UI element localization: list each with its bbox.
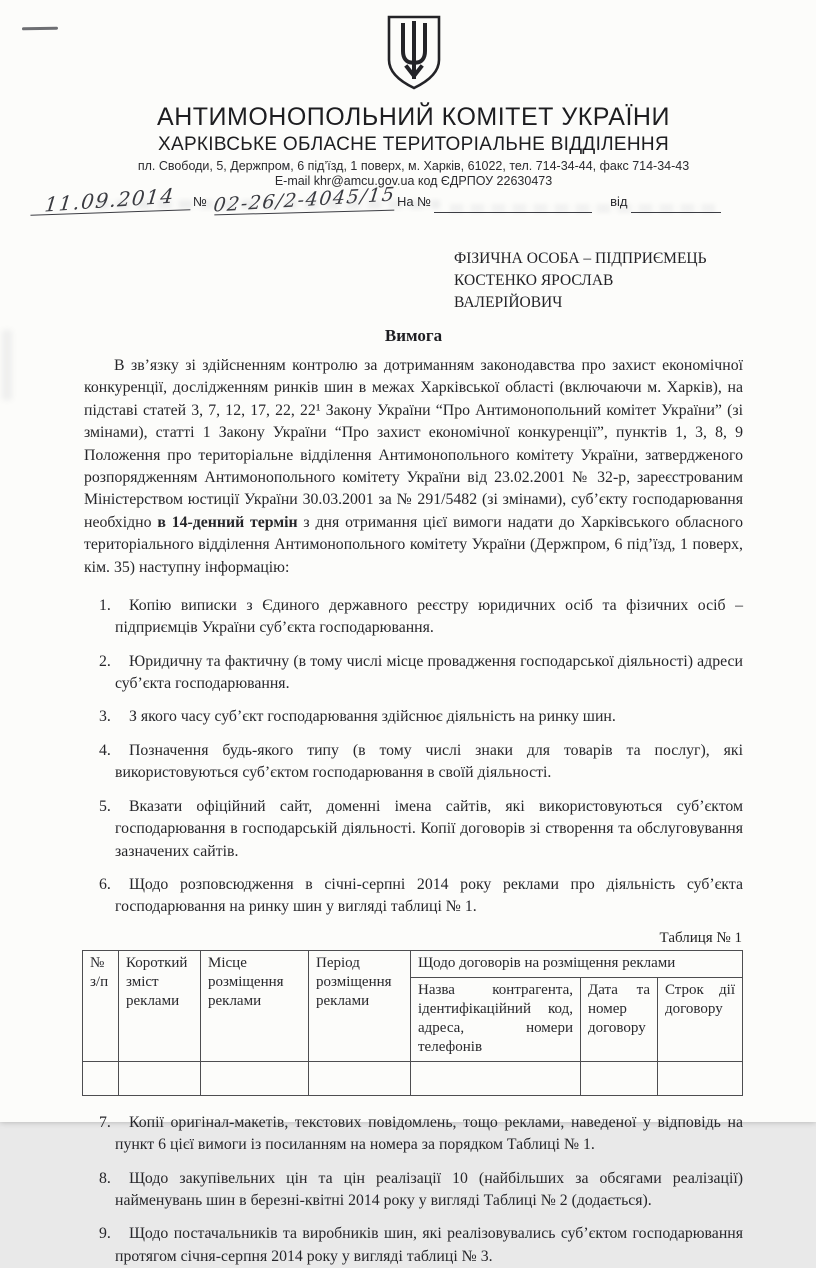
subheader-contract-date: Дата та номер договору bbox=[581, 977, 658, 1061]
subheader-contract-term: Строк дії договору bbox=[658, 977, 743, 1061]
table-empty-row bbox=[83, 1061, 743, 1095]
requirements-list-2 bbox=[84, 1112, 743, 1268]
item-text: З якого часу суб’єкт господарювання здійснює діяльність на ринку шин. bbox=[129, 708, 616, 726]
date-field bbox=[30, 185, 191, 216]
requirements-list-1 bbox=[84, 595, 743, 919]
empty-cell bbox=[581, 1061, 658, 1095]
item-number: 3. bbox=[99, 708, 111, 726]
empty-cell bbox=[411, 1061, 581, 1095]
item-text: Позначення будь-якого типу (в тому числі знаки для товарів та послуг), які використовуються суб’єктом господарювання в своїй діяльності. bbox=[115, 741, 743, 782]
incoming-number-blank bbox=[434, 188, 592, 213]
item-text: Копії оригінал-макетів, текстових повідомлень, тощо реклами, наведеної у відповідь на пункт 6 цієї вимоги із посиланням на номера за порядком Таблиці № 1. bbox=[115, 1113, 743, 1154]
col-header-rownum: № з/п bbox=[83, 950, 119, 1061]
list-item bbox=[84, 706, 743, 728]
item-number: 5. bbox=[99, 797, 111, 815]
incoming-number-label: На № bbox=[396, 194, 432, 209]
empty-cell bbox=[658, 1061, 743, 1095]
intro-text-part1: В зв’язку зі здійсненням контролю за дотриманням законодавства про захист економічної конкуренції, дослідженням ринків шин в межах Харківської області (включаючи м. Харків), на підставі статей 3, 7, 12, 17, 22, 22¹ Закону України “Про Антимонопольний комітет України” (зі змінами), статті 1 Закону України “Про захист економічної конкуренції”, пунктів 1, 3, 8, 9 Положення про територіальне відділення Антимонопольного комітету України, затвердженого розпорядженням Антимонопольного комітету України від 23.02.2001 № 32-р, зареєстрованим Міністерством юстиції України 30.03.2001 за № 291/5482 (зі змінами), суб’єкту господарювання необхідно bbox=[84, 357, 743, 531]
col-header-ad-place: Місце розміщення реклами bbox=[201, 950, 309, 1061]
list-item bbox=[84, 1223, 743, 1268]
intro-paragraph bbox=[84, 355, 743, 579]
intro-text-part2: з дня отримання цієї вимоги надати до Харківського обласного територіального відділення Антимонопольного комітету України (Держпром, 6 під’їзд, 1 поверх, кім. 35) наступну інформацію: bbox=[84, 513, 743, 576]
item-text: Вказати офіційний сайт, доменні імена сайтів, які використовуються суб’єктом господарювання в господарській діяльності. Копії договорів зі створення та обслуговування зазначених сайтів. bbox=[115, 797, 743, 860]
recipient-line: ВАЛЕРІЙОВИЧ bbox=[454, 294, 563, 311]
item-text: Щодо закупівельних цін та цін реалізації 10 (найбільших за обсягами реалізації) найменувань шин в березні-квітні 2014 року у вигляді Таблиці № 2 (додається). bbox=[115, 1169, 743, 1209]
table-header-row bbox=[83, 950, 743, 977]
item-number: 7. bbox=[99, 1113, 111, 1131]
subheader-contractor: Назва контрагента, ідентифікаційний код, адреса, номери телефонів bbox=[411, 977, 581, 1061]
from-date-label: від bbox=[610, 194, 628, 209]
number-label: № bbox=[193, 194, 207, 209]
outgoing-number-field bbox=[212, 183, 397, 217]
item-number: 9. bbox=[99, 1225, 111, 1243]
document-title: Вимога bbox=[384, 326, 443, 345]
empty-cell bbox=[119, 1061, 201, 1095]
item-number: 2. bbox=[99, 652, 111, 670]
item-text: Юридичну та фактичну (в тому числі місце провадження господарської діяльності) адреси суб’єкта господарювання. bbox=[115, 652, 743, 693]
item-number: 1. bbox=[99, 596, 111, 614]
ukraine-trident-emblem bbox=[84, 14, 743, 97]
handwritten-date: 11.09.2014 bbox=[43, 183, 177, 217]
organization-name: АНТИМОНОПОЛЬНИЙ КОМІТЕТ УКРАЇНИ bbox=[157, 103, 670, 131]
list-item bbox=[84, 874, 743, 919]
empty-cell bbox=[201, 1061, 309, 1095]
list-item bbox=[84, 1112, 743, 1157]
item-text: Щодо розповсюдження в січні-серпні 2014 року реклами про діяльність суб’єкта господарювання на ринку шин у вигляді таблиці № 1. bbox=[115, 875, 743, 916]
list-item bbox=[84, 796, 743, 863]
handwritten-outgoing-number: 02-26/2-4045/15 bbox=[212, 183, 397, 217]
item-text: Копію виписки з Єдиного державного реєстру юридичних осіб та фізичних осіб – підприємців України суб’єкта господарювання. bbox=[115, 596, 743, 637]
group-header-contracts: Щодо договорів на розміщення реклами bbox=[411, 950, 743, 977]
item-text: Щодо постачальників та виробників шин, які реалізовувались суб’єктом господарювання протягом січня-серпня 2014 року у вигляді таблиці № 3. bbox=[115, 1225, 743, 1265]
list-item bbox=[84, 740, 743, 785]
from-date-blank bbox=[631, 188, 721, 213]
empty-cell bbox=[83, 1061, 119, 1095]
col-header-ad-period: Період розміщення реклами bbox=[309, 950, 411, 1061]
list-item bbox=[84, 1168, 743, 1213]
item-number: 8. bbox=[99, 1169, 111, 1187]
item-number: 4. bbox=[99, 741, 111, 759]
org-contact-line: E-mail khr@amcu.gov.ua код ЄДРПОУ 22630473 bbox=[274, 174, 553, 188]
empty-cell bbox=[309, 1061, 411, 1095]
list-item bbox=[84, 651, 743, 696]
org-address-line: пл. Свободи, 5, Держпром, 6 під’їзд, 1 поверх, м. Харків, 61022, тел. 714-34-44, факс 714-34-43 bbox=[137, 159, 690, 173]
recipient-line: ФІЗИЧНА ОСОБА – ПІДПРИЄМЕЦЬ bbox=[454, 250, 707, 267]
list-item bbox=[84, 595, 743, 640]
organization-branch: ХАРКІВСЬКЕ ОБЛАСНЕ ТЕРИТОРІАЛЬНЕ ВІДДІЛЕННЯ bbox=[158, 134, 669, 155]
reference-row bbox=[30, 183, 743, 218]
col-header-ad-summary: Короткий зміст реклами bbox=[119, 950, 201, 1061]
recipient-line: КОСТЕНКО ЯРОСЛАВ bbox=[454, 272, 614, 289]
recipient-block bbox=[454, 248, 743, 314]
intro-deadline-bold: в 14-денний термін bbox=[157, 513, 298, 531]
advertising-contracts-table bbox=[82, 950, 743, 1096]
item-number: 6. bbox=[99, 875, 111, 893]
table-caption: Таблиця № 1 bbox=[659, 929, 742, 946]
